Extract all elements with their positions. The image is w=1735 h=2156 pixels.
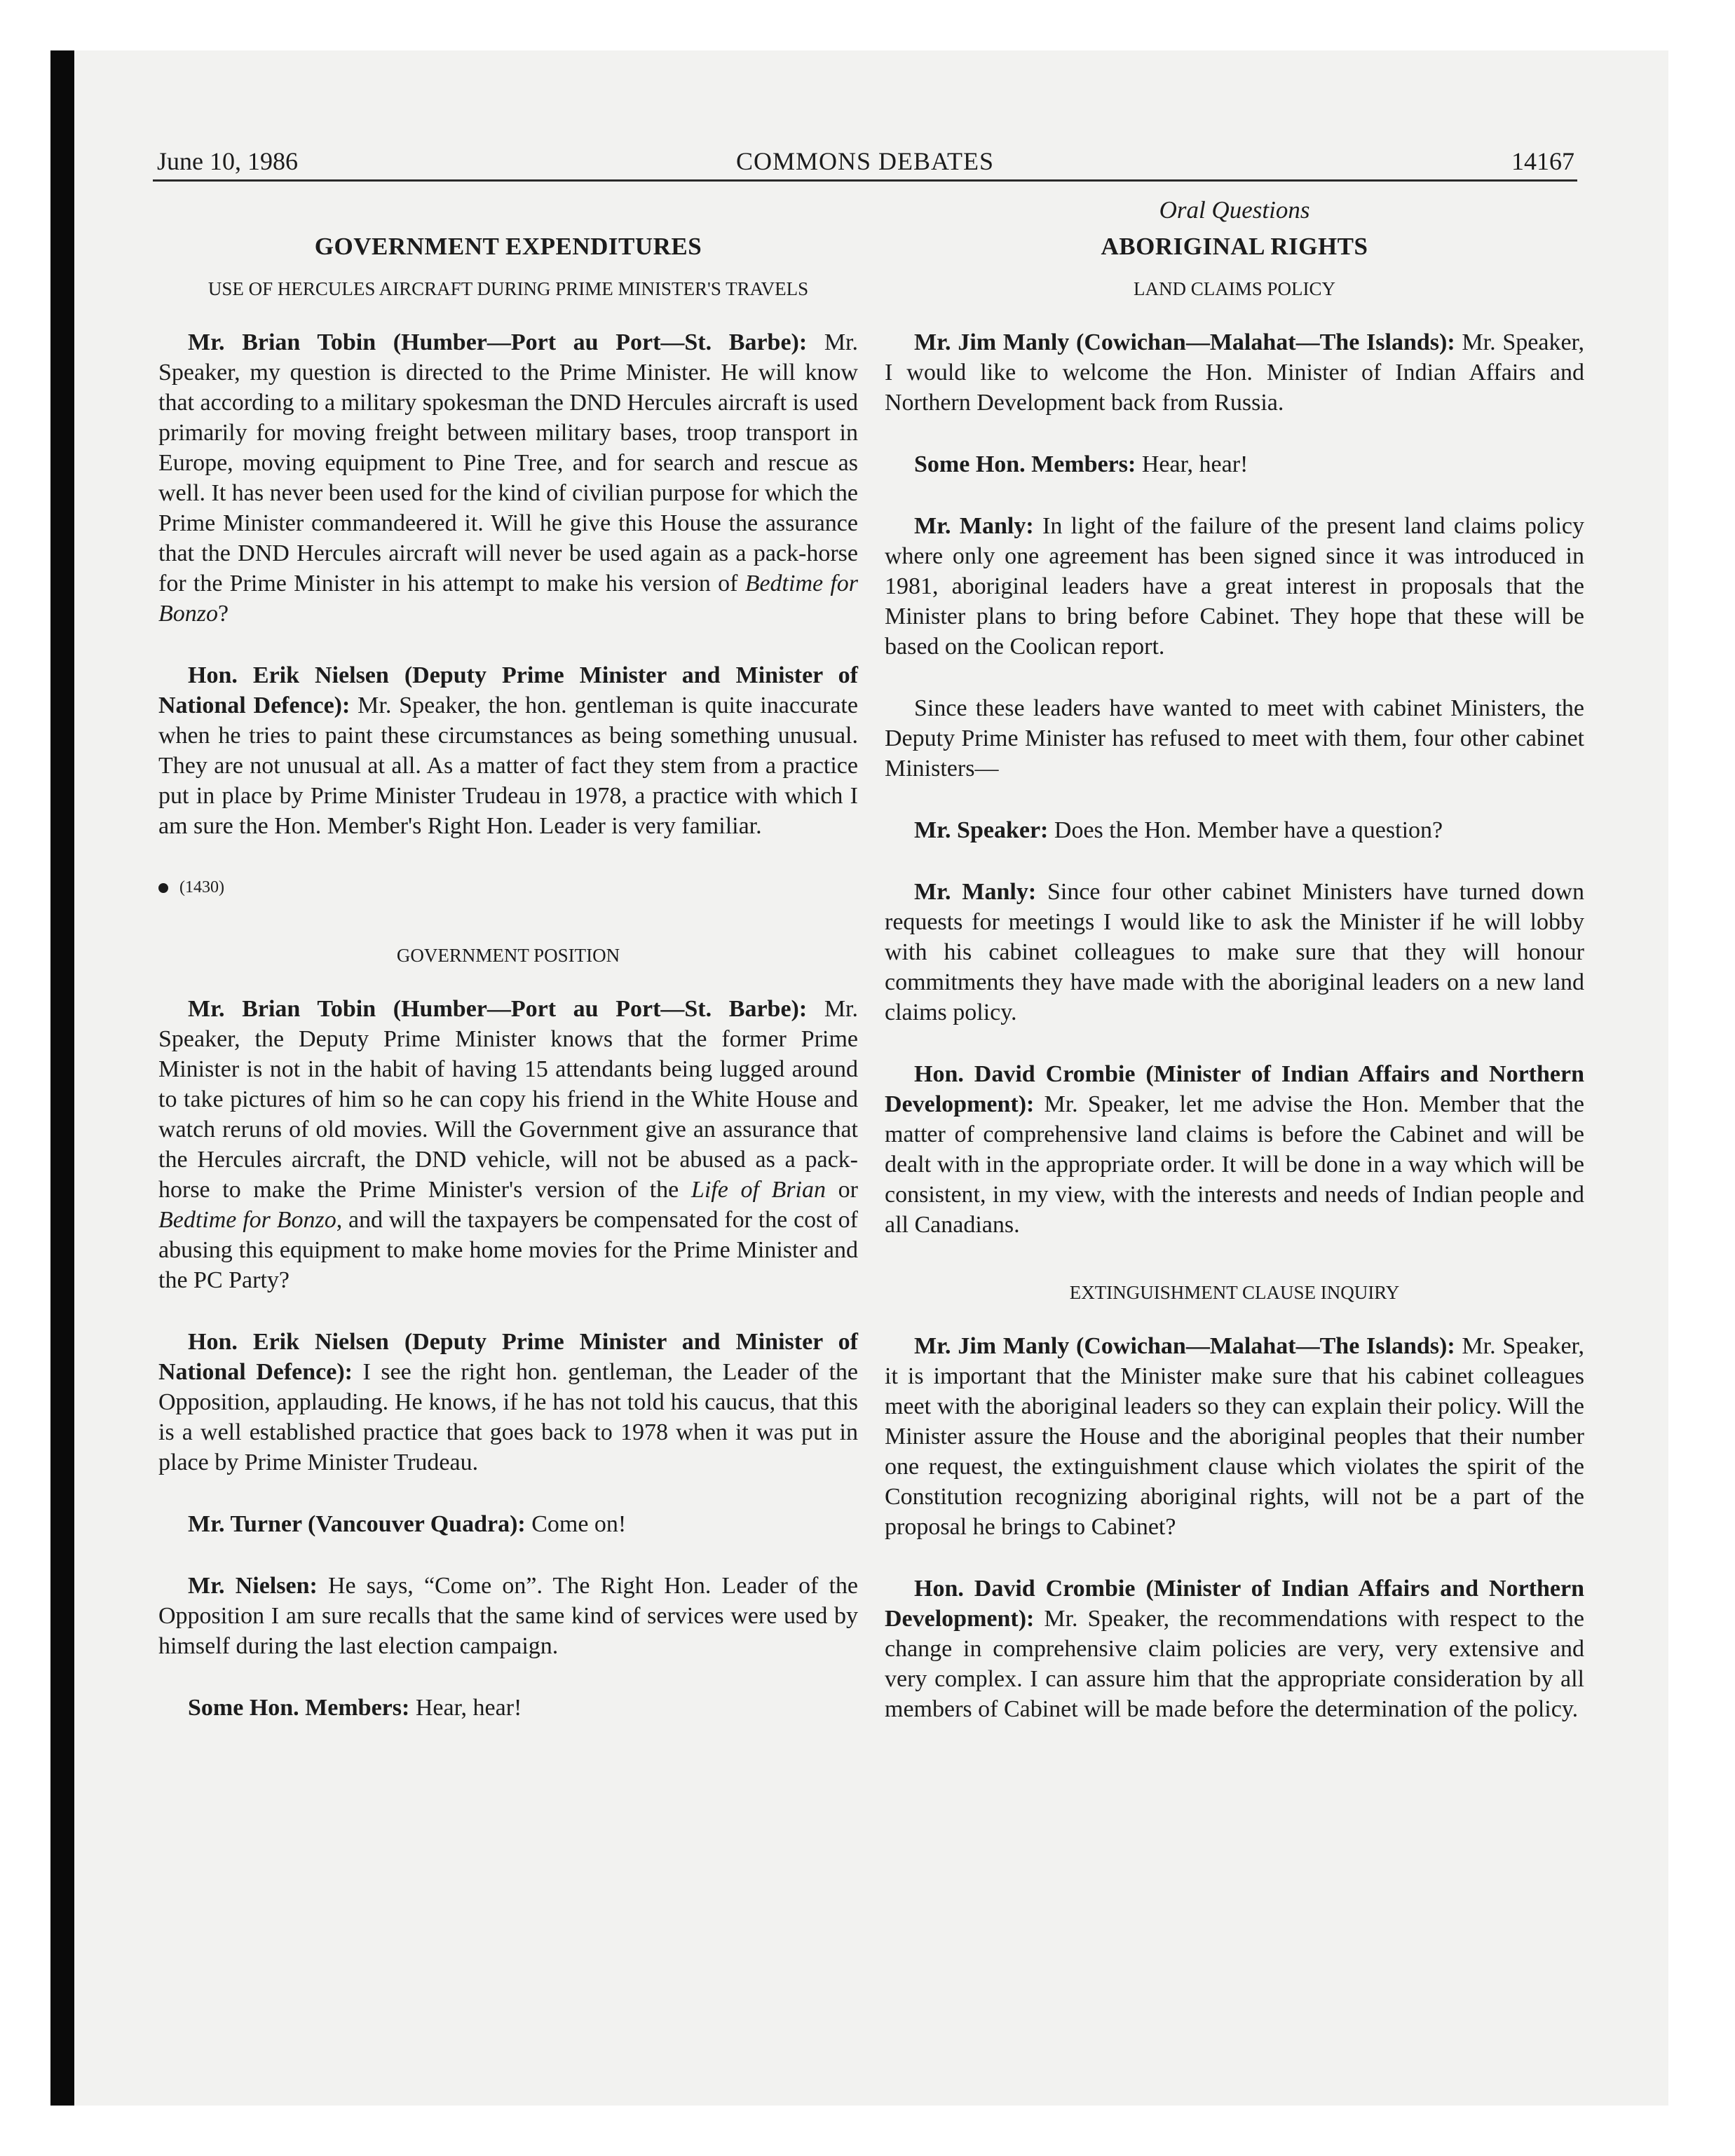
speech-text: Mr. Speaker, the recommendations with respect to the change in comprehensive claim policies are very, very extensive and very complex. I can assure him that the appropriate consideration by all members of Cabinet will be made before the determination of the policy. [885,1606,1584,1722]
speech-text: Mr. Speaker, I would like to welcome the Hon. Minister of Indian Affairs and Northern Development back from Russia. [885,329,1584,416]
speaker-name: Some Hon. Members: [914,451,1136,477]
section-heading: ABORIGINAL RIGHTS [1101,233,1368,260]
speaker-name: Hon. Erik Nielsen (Deputy Prime Minister and Minister of National Defence): [158,1329,858,1385]
speech-paragraph [885,877,1584,1028]
speech-text: Hear, hear! [409,1695,522,1721]
speaker-name: Some Hon. Members: [188,1695,410,1721]
speaker-name: Mr. Brian Tobin (Humber—Port au Port—St. Barbe): [188,329,808,355]
speech-text: Mr. Speaker, the Deputy Prime Minister knows that the former Prime Minister is not in the habit of having 15 attendants being lugged around to take pictures of him so he can copy his friend in the White House and watch reruns of old movies. Will the Government give an assurance that the Hercules aircraft, the DND vehicle, will not be abused as a pack-horse to make the Prime Minister's version of the [158,996,858,1203]
speech-paragraph [885,1331,1584,1542]
speaker-name: Mr. Nielsen: [188,1573,318,1599]
speech-text: Mr. Speaker, my question is directed to the Prime Minister. He will know that according to a military spokesman the DND Hercules aircraft is used primarily for moving freight between military bases, troop transport in Europe, moving equipment to Pine Tree, and for search and rescue as well. It has never been used for the kind of civilian purpose for which the Prime Minister commandeered it. Will he give this House the assurance that the DND Hercules aircraft will never be used again as a pack-horse for the Prime Minister in his attempt to make his version of [158,329,858,596]
speech-text: Come on! [525,1511,627,1537]
speaker-name: Mr. Jim Manly (Cowichan—Malahat—The Islands): [914,1333,1455,1359]
speech-paragraph [158,994,858,1295]
speech-text: or [826,1177,858,1203]
speech-italic: Life of Brian [690,1177,826,1203]
speech-paragraph [158,1571,858,1661]
speech-text: Mr. Speaker, let me advise the Hon. Member that the matter of comprehensive land claims is before the Cabinet and will be dealt with in the appropriate order. It will be done in a way which will be consistent, in my view, with the interests and needs of Indian people and all Canadians. [885,1091,1584,1238]
binding-edge [50,50,74,2106]
speech-text: Mr. Speaker, the hon. gentleman is quite inaccurate when he tries to paint these circumstances as being something unusual. They are not unusual at all. As a matter of fact they stem from a practice put in place by Prime Minister Trudeau in 1978, a practice with which I am sure the Hon. Member's Right Hon. Leader is very familiar. [158,692,858,839]
speech-text: ? [218,601,229,627]
speech-paragraph [158,327,858,629]
subsection-heading: LAND CLAIMS POLICY [1133,278,1335,299]
speech-italic: Bedtime for Bonzo [158,1207,336,1233]
speech-paragraph [885,449,1584,479]
speech-text: He says, “Come on”. The Right Hon. Leader of the Opposition I am sure recalls that the same kind of services were used by himself during the last election campaign. [158,1573,859,1659]
page-header [153,143,1577,182]
left-column [158,196,858,1754]
speech-text: Hear, hear! [1136,451,1248,477]
speech-text: Does the Hon. Member have a question? [1048,817,1443,843]
speech-paragraph [158,1693,858,1723]
speech-text: , and will the taxpayers be compensated for the cost of abusing this equipment to make home movies for the Prime Minister and the PC Party? [158,1207,858,1293]
time-marker [158,873,858,903]
speaker-name: Mr. Manly: [914,513,1034,539]
header-title: COMMONS DEBATES [735,147,995,175]
speech-paragraph [885,511,1584,662]
speech-paragraph [885,815,1584,845]
speech-text: Mr. Speaker, it is important that the Minister make sure that his cabinet colleagues meet with the aboriginal leaders so they can explain their policy. Will the Minister assure the House and the aboriginal peoples that their number one request, the extinguishment clause which violates the spirit of the Constitution recognizing aboriginal rights, will not be a part of the proposal he brings to Cabinet? [885,1333,1584,1540]
speaker-name: Mr. Manly: [914,879,1037,905]
speech-text: In light of the failure of the present land claims policy where only one agreement has been signed since it was introduced in 1981, aboriginal leaders have a great interest in proposals that the Minister plans to bring before Cabinet. They hope that these will be based on the Coolican report. [885,513,1584,660]
speaker-name: Mr. Turner (Vancouver Quadra): [188,1511,526,1537]
speaker-name: Mr. Speaker: [914,817,1049,843]
subsection-heading: USE OF HERCULES AIRCRAFT DURING PRIME MINISTER'S TRAVELS [207,278,809,299]
speaker-name: Hon. Erik Nielsen (Deputy Prime Minister and Minister of National Defence): [158,662,858,718]
speech-text: Since four other cabinet Ministers have turned down requests for meetings I would like to ask the Minister if he will lobby with his cabinet colleagues to make sure that they will honour commitments they have made with the aboriginal leaders on a new land claims policy. [885,879,1584,1025]
subsection-heading: GOVERNMENT POSITION [396,945,620,966]
speaker-name: Mr. Brian Tobin (Humber—Port au Port—St. Barbe): [188,996,808,1022]
bullet-icon [158,883,168,893]
speech-paragraph [885,1059,1584,1240]
speech-paragraph [885,327,1584,418]
header-date: June 10, 1986 [157,147,298,175]
speech-italic: Bedtime for Bonzo [158,571,858,627]
header-page-number: 14167 [1511,147,1574,175]
speech-text: Since these leaders have wanted to meet with cabinet Ministers, the Deputy Prime Minister has refused to meet with them, four other cabinet Ministers— [885,695,1584,782]
speech-paragraph [158,660,858,841]
right-column [885,196,1584,1756]
speech-paragraph [158,1327,858,1478]
running-head-spacer [158,196,858,224]
running-head: Oral Questions [1159,196,1310,224]
speech-paragraph [885,693,1584,784]
time-marker-text: (1430) [179,878,224,896]
speech-text: I see the right hon. gentleman, the Leader of the Opposition, applauding. He knows, if he has not told his caucus, that this is a well established practice that goes back to 1978 when it was put in place by Prime Minister Trudeau. [158,1359,859,1475]
speaker-name: Hon. David Crombie (Minister of Indian Affairs and Northern Development): [885,1061,1584,1117]
subsection-heading: EXTINGUISHMENT CLAUSE INQUIRY [1069,1282,1400,1303]
speaker-name: Hon. David Crombie (Minister of Indian Affairs and Northern Development): [885,1576,1584,1632]
section-heading: GOVERNMENT EXPENDITURES [314,233,702,260]
speech-paragraph [158,1509,858,1539]
speaker-name: Mr. Jim Manly (Cowichan—Malahat—The Islands): [914,329,1455,355]
speech-paragraph [885,1574,1584,1724]
